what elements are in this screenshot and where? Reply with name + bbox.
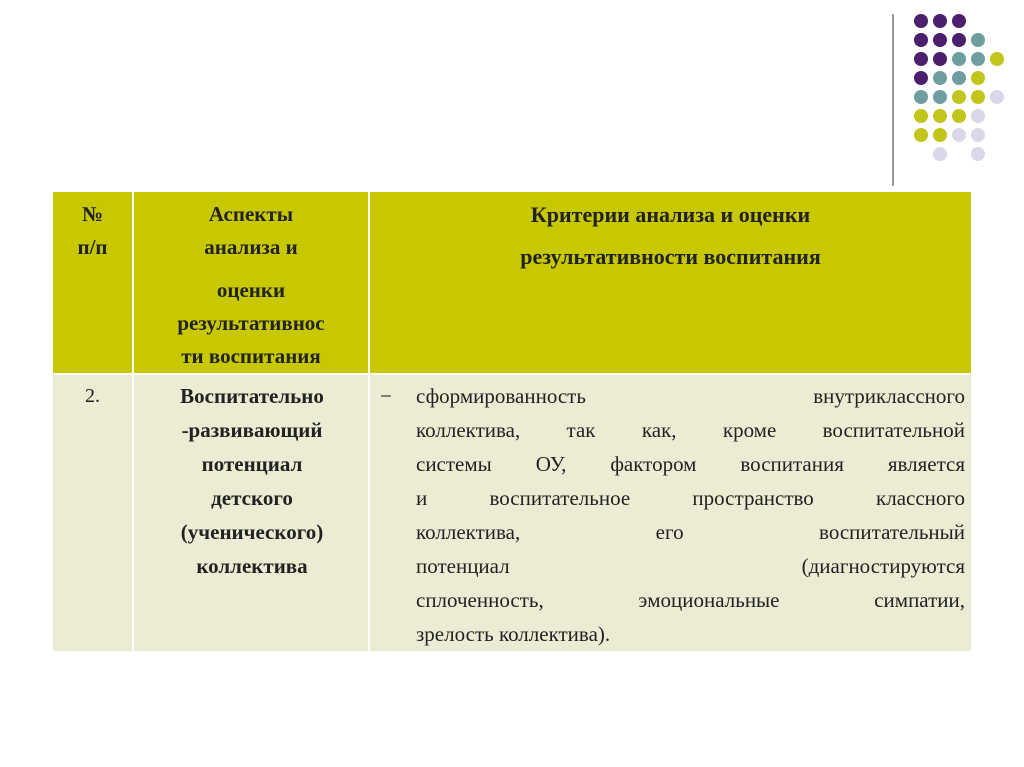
aspect-line: -развивающий [181,418,323,442]
aspect-line: коллектива [196,554,308,578]
analysis-table [51,190,973,653]
decorative-dot [952,90,966,104]
decorative-dot [933,147,947,161]
decorative-dot [990,52,1004,66]
decorative-dot [914,14,928,28]
decorative-dot [914,109,928,123]
header-aspects-line: оценки [216,278,286,302]
dash-bullet: − [380,384,392,408]
decorative-dot [914,128,928,142]
header-cell-number [52,191,133,374]
decorative-dot [933,109,947,123]
decorative-dot [933,128,947,142]
decorative-dot [971,52,985,66]
criteria-line: зрелость коллектива). [416,622,611,646]
row-cell-criteria [369,374,972,652]
decorative-dot [952,109,966,123]
decorative-dot [933,71,947,85]
criteria-line: и воспитательное пространство классного [416,486,965,510]
aspect-line: Воспитательно [180,384,324,408]
aspect-line: детского [211,486,293,510]
header-aspects-line: анализа и [204,235,298,259]
decorative-dot [952,52,966,66]
header-number-line: п/п [77,235,108,259]
decorative-dot [933,33,947,47]
decorative-dot [952,14,966,28]
decorative-dot [971,71,985,85]
decorative-dot [952,33,966,47]
header-aspects-line: результативнос [177,311,325,335]
header-aspects-line: Аспекты [208,202,294,226]
decorative-dot [914,90,928,104]
criteria-line: сформированность внутриклассного [416,384,965,408]
header-cell-criteria [369,191,972,374]
decorative-dot [914,71,928,85]
row-cell-number [52,374,133,652]
aspect-line: потенциал [201,452,303,476]
row-cell-aspect [133,374,369,652]
header-number-line: № [81,202,104,226]
header-criteria-line: результативности воспитания [520,244,821,269]
decorative-dot [971,90,985,104]
criteria-line: коллектива, его воспитательный [416,520,965,544]
decorative-dot [914,33,928,47]
decorative-dot [971,128,985,142]
aspect-line: (ученического) [180,520,324,544]
decorative-dot [914,52,928,66]
table-row [52,374,972,652]
header-cell-aspects [133,191,369,374]
decorative-dot [933,14,947,28]
criteria-line: коллектива, так как, кроме воспитательной [416,418,965,442]
decorative-dot [952,128,966,142]
decorative-dot-grid [0,0,1024,180]
decorative-dot [971,109,985,123]
decorative-dot [971,147,985,161]
decorative-dot [933,52,947,66]
decorative-dot [990,90,1004,104]
decorative-dot [933,90,947,104]
criteria-line: системы ОУ, фактором воспитания является [416,452,965,476]
criteria-line: сплоченность, эмоциональные симпатии, [416,588,965,612]
header-criteria-line: Критерии анализа и оценки [530,202,811,227]
header-aspects-line: ти воспитания [181,344,321,368]
row-number: 2. [85,385,100,407]
criteria-line: потенциал (диагностируются [416,554,965,578]
table-header-row [52,191,972,374]
decorative-dot [971,33,985,47]
decorative-dot [952,71,966,85]
